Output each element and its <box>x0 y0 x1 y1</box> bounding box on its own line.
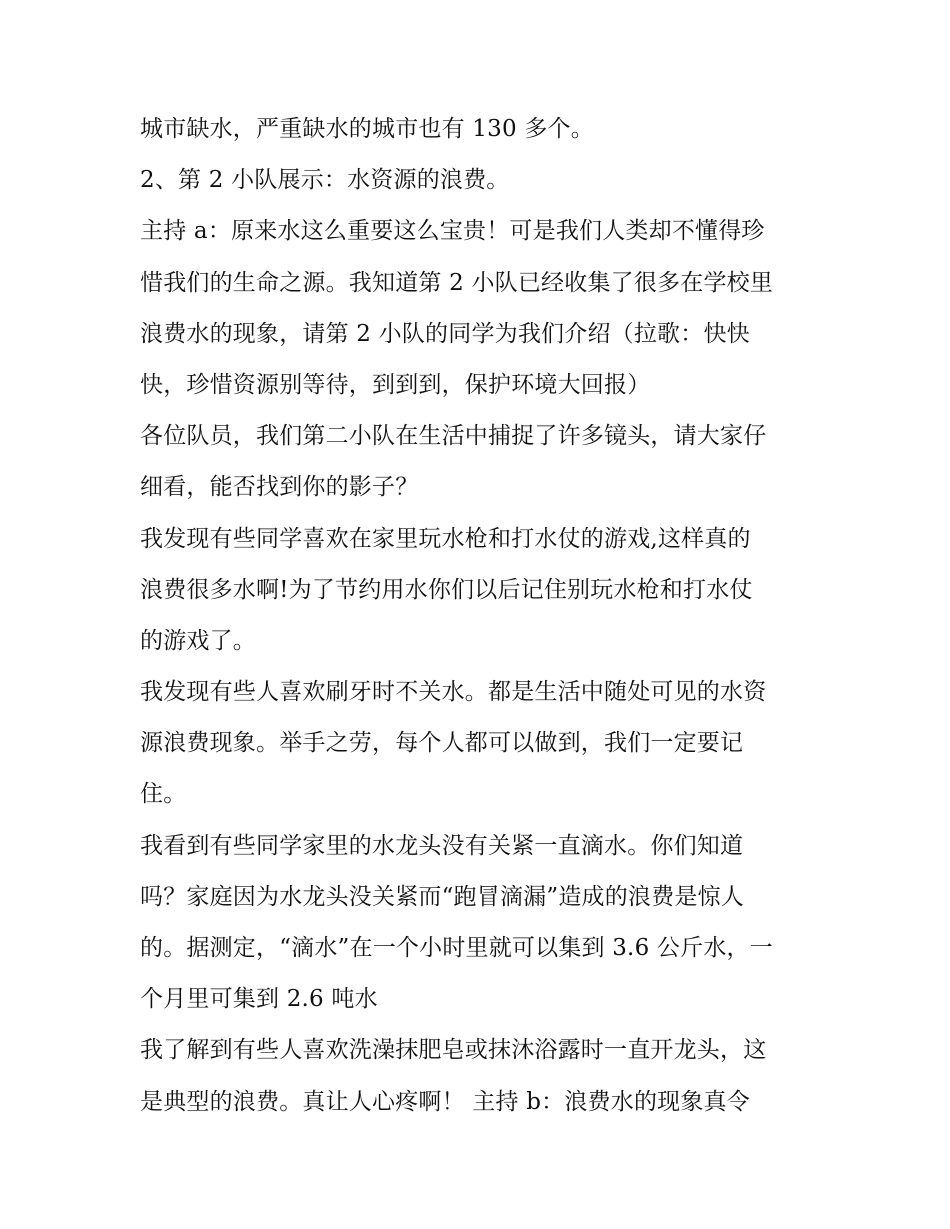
text-line: 浪费很多水啊!为了节约用水你们以后记住别玩水枪和打水仗 <box>140 576 753 603</box>
text-line: 惜我们的生命之源。我知道第 2 小队已经收集了很多在学校里 <box>140 269 774 296</box>
text-line: 的。据测定，“滴水”在一个小时里就可以集到 3.6 公斤水，一 <box>140 935 773 961</box>
text-line: 浪费水的现象，请第 2 小队的同学为我们介绍（拉歌：快快 <box>140 320 750 347</box>
text-line: 主持 a：原来水这么重要这么宝贵！可是我们人类却不懂得珍 <box>140 218 765 245</box>
text-line: 住。 <box>140 781 187 808</box>
text-line: 细看，能否找到你的影子？ <box>140 474 419 501</box>
text-line: 我了解到有些人喜欢洗澡抹肥皂或抹沐浴露时一直开龙头，这 <box>140 1037 767 1064</box>
text-line: 个月里可集到 2.6 吨水 <box>140 986 378 1013</box>
text-line: 我发现有些人喜欢刷牙时不关水。都是生活中随处可见的水资 <box>140 679 767 706</box>
document-body <box>140 104 820 1128</box>
text-line: 我看到有些同学家里的水龙头没有关紧一直滴水。你们知道 <box>140 832 744 859</box>
text-line: 是典型的浪费。真让人心疼啊！ 主持 b：浪费水的现象真令 <box>140 1088 750 1115</box>
text-line: 源浪费现象。举手之劳，每个人都可以做到，我们一定要记 <box>140 730 744 757</box>
text-line: 吗？家庭因为水龙头没关紧而“跑冒滴漏”造成的浪费是惊人 <box>140 883 744 910</box>
text-line: 城市缺水，严重缺水的城市也有 130 多个。 <box>140 116 594 142</box>
section-heading: 2、第 2 小队展示：水资源的浪费。 <box>140 167 510 194</box>
text-line: 各位队员，我们第二小队在生活中捕捉了许多镜头，请大家仔 <box>140 423 767 450</box>
text-line: 的游戏了。 <box>140 627 256 654</box>
text-line: 我发现有些同学喜欢在家里玩水枪和打水仗的游戏,这样真的 <box>140 525 751 552</box>
text-line: 快，珍惜资源别等待，到到到，保护环境大回报） <box>140 371 651 398</box>
